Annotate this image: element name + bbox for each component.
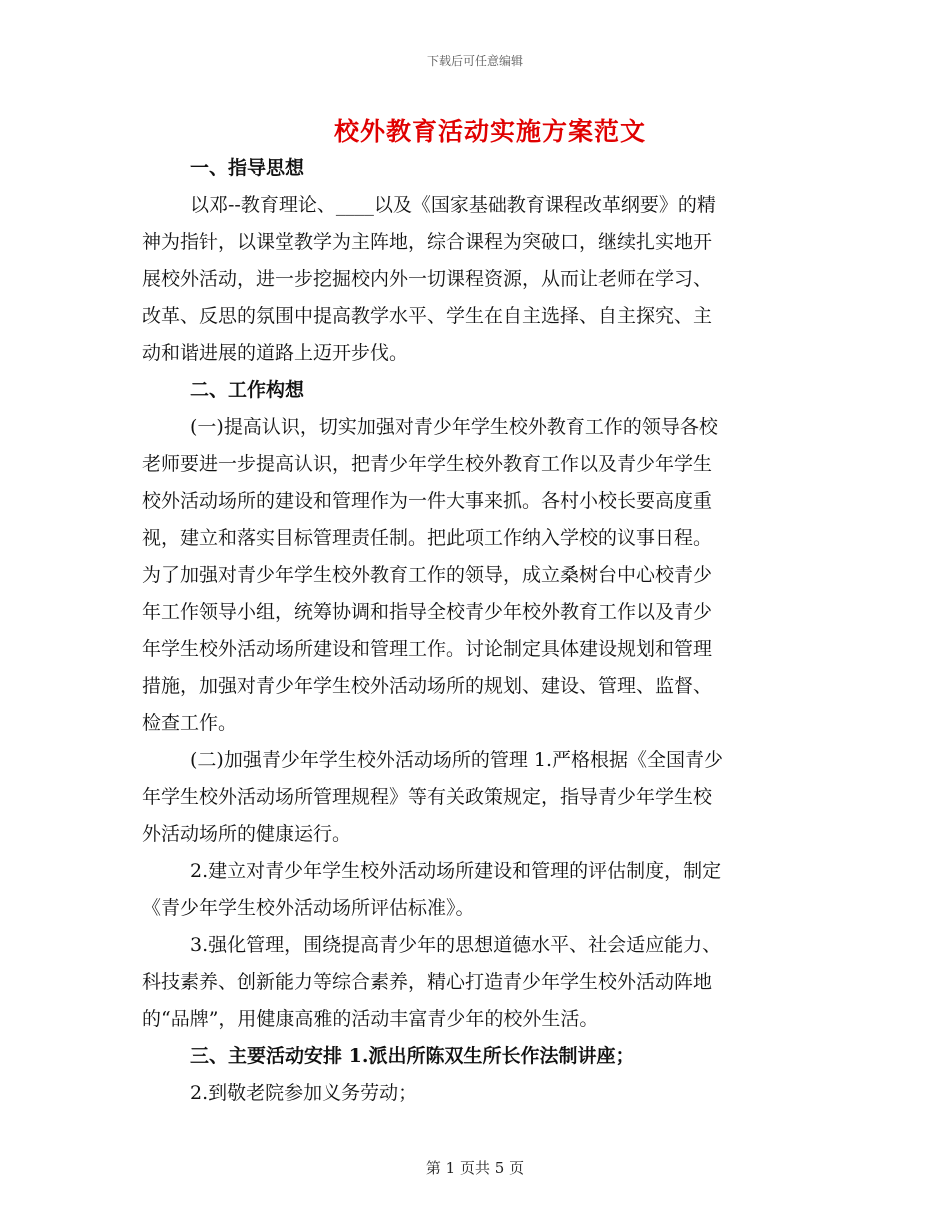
text-line: 校外活动场所的建设和管理作为一件大事来抓。各村小校长要高度重 [142,490,713,512]
text-line: 科技素养、创新能力等综合素养，精心打造青少年学生校外活动阵地 [142,971,713,993]
document-title: 校外教育活动实施方案范文 [333,117,646,146]
page-footer: 第 1 页共 5 页 [425,1159,525,1177]
text-line: 以邓--教育理论、____以及《国家基础教育课程改革纲要》的精 [190,194,716,216]
text-line: 为了加强对青少年学生校外教育工作的领导，成立桑树台中心校青少 [142,564,713,586]
text-line: (一)提高认识，切实加强对青少年学生校外教育工作的领导各校 [190,416,718,438]
text-line: 2.建立对青少年学生校外活动场所建设和管理的评估制度，制定 [190,860,722,882]
text-line: 检查工作。 [142,712,238,734]
text-line: (二)加强青少年学生校外活动场所的管理 1.严格根据《全国青少 [190,749,723,771]
section-heading: 三、主要活动安排 1.派出所陈双生所长作法制讲座； [190,1045,635,1067]
text-line: 2.到敬老院参加义务劳动； [190,1082,418,1104]
section-heading: 一、指导思想 [190,157,305,179]
text-line: 3.强化管理，围绕提高青少年的思想道德水平、社会适应能力、 [190,934,722,956]
text-line: 年工作领导小组，统筹协调和指导全校青少年校外教育工作以及青少 [142,601,713,623]
text-line: 视，建立和落实目标管理责任制。把此项工作纳入学校的议事日程。 [142,527,713,549]
section-heading: 二、工作构想 [190,379,305,401]
text-line: 老师要进一步提高认识，把青少年学生校外教育工作以及青少年学生 [142,453,713,475]
text-line: 外活动场所的健康运行。 [142,823,352,845]
text-line: 年学生校外活动场所建设和管理工作。讨论制定具体建设规划和管理 [142,638,713,660]
text-line: 《青少年学生校外活动场所评估标准》。 [142,897,475,919]
text-line: 神为指针，以课堂教学为主阵地，综合课程为突破口，继续扎实地开 [142,231,713,253]
text-line: 措施，加强对青少年学生校外活动场所的规划、建设、管理、监督、 [142,675,713,697]
document-body [142,150,806,1112]
text-line: 年学生校外活动场所管理规程》等有关政策规定，指导青少年学生校 [142,786,713,808]
text-line: 的“品牌”，用健康高雅的活动丰富青少年的校外生活。 [142,1008,599,1030]
text-line: 改革、反思的氛围中提高教学水平、学生在自主选择、自主探究、主 [142,305,713,327]
text-line: 动和谐进展的道路上迈开步伐。 [142,342,409,364]
page-header-note: 下载后可任意编辑 [426,54,523,68]
text-line: 展校外活动，进一步挖掘校内外一切课程资源，从而让老师在学习、 [142,268,713,290]
